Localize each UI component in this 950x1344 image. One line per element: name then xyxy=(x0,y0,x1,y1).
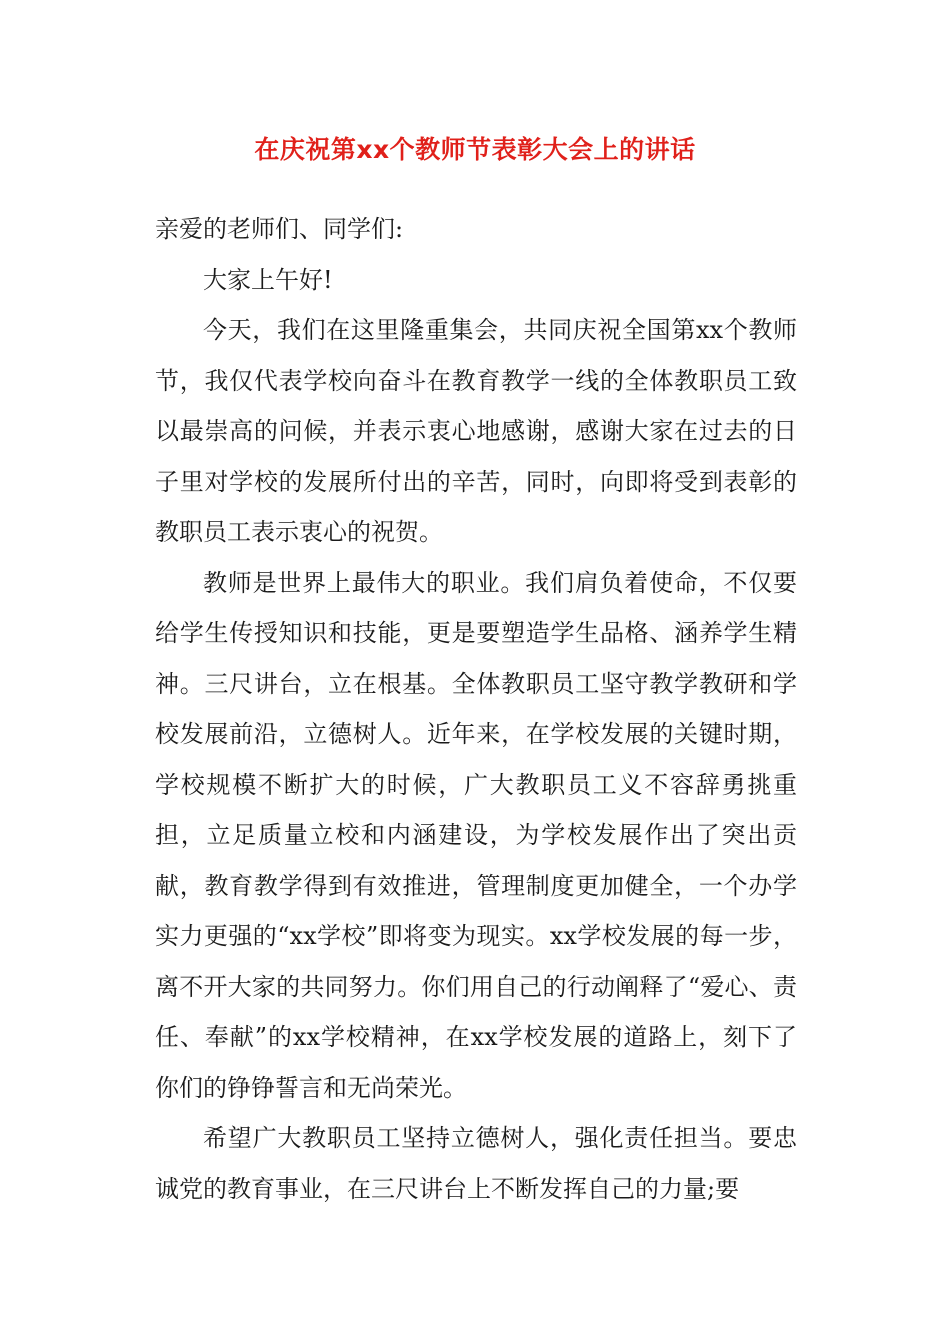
document-title: 在庆祝第xx个教师节表彰大会上的讲话 xyxy=(254,135,696,164)
paragraph-hope: 希望广大教职员工坚持立德树人，强化责任担当。要忠诚党的教育事业，在三尺讲台上不断发挥自己的力量;要 xyxy=(155,1124,797,1203)
salutation: 亲爱的老师们、同学们: xyxy=(155,215,404,243)
paragraph-greeting: 大家上午好! xyxy=(203,265,333,294)
paragraph-teacher-profession: 教师是世界上最伟大的职业。我们肩负着使命，不仅要给学生传授知识和技能，更是要塑造学生品格、涵养学生精神。三尺讲台，立在根基。全体教职员工坚守教学教研和学校发展前沿，立德树人。近年来，在学校发展的关键时期，学校规模不断扩大的时候，广大教职员工义不容辞勇挑重担，立足质量立校和内涵建设，为学校发展作出了突出贡献，教育教学得到有效推进，管理制度更加健全，一个办学实力更强的“xx学校”即将变为现实。xx学校发展的每一步，离不开大家的共同努力。你们用自己的行动阐释了“爱心、责任、奉献”的xx学校精神，在xx学校发展的道路上，刻下了你们的铮铮誓言和无尚荣光。 xyxy=(155,568,797,1102)
paragraph-celebration: 今天，我们在这里隆重集会，共同庆祝全国第xx个教师节，我仅代表学校向奋斗在教育教学一线的全体教职员工致以最崇高的问候，并表示衷心地感谢，感谢大家在过去的日子里对学校的发展所付出的辛苦，同时，向即将受到表彰的教职员工表示衷心的祝贺。 xyxy=(155,316,797,546)
document-body xyxy=(155,204,797,1214)
